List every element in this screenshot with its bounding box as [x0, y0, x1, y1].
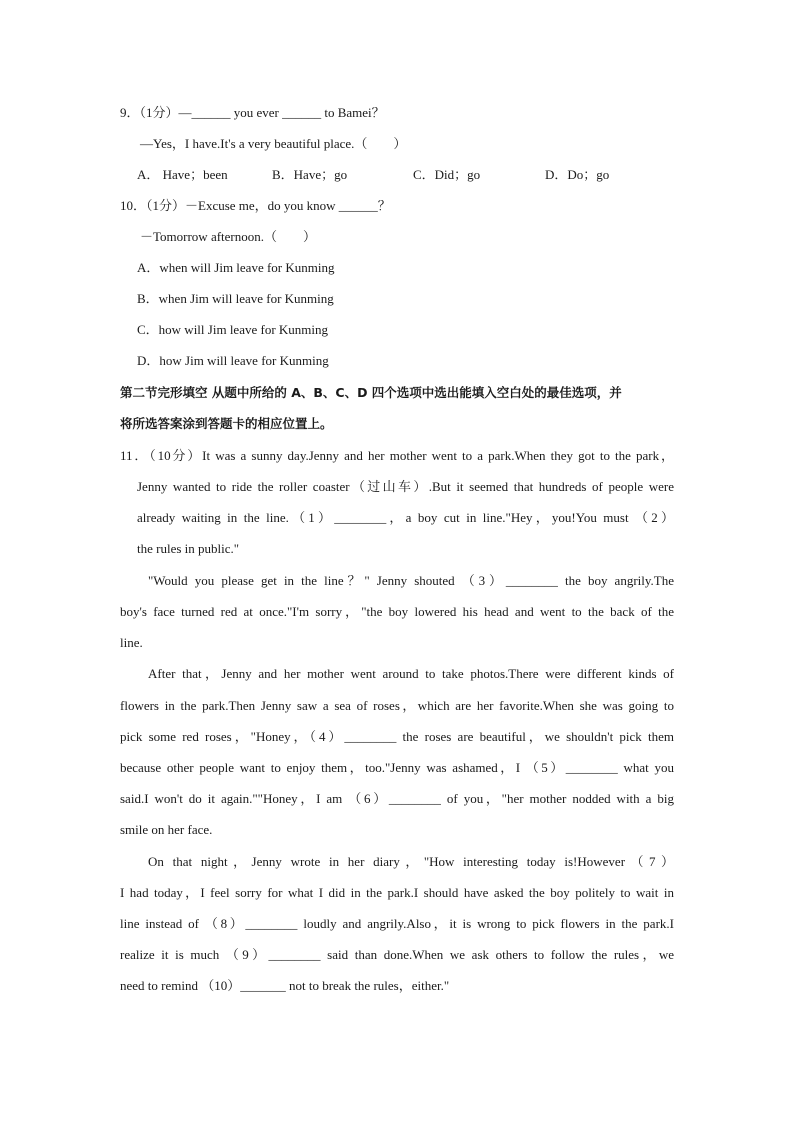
question-11-line-1: 11．（10分）It was a sunny day.Jenny and her mother went to a park.When they got to the park， [120, 448, 674, 463]
question-9-option-c: C．Did；go [413, 167, 481, 182]
question-11-line-18: need to remind （10）_______ not to break the rules，either." [120, 978, 450, 993]
question-10-reply: －Tomorrow afternoon.（ ） [140, 229, 317, 244]
question-11-line-11: because other people want to enjoy them，too."Jenny was ashamed，I （5）________ what you [120, 760, 674, 775]
question-11-line-14: On that night，Jenny wrote in her diary，"How interesting today is!However（7） [148, 854, 674, 869]
question-11-line-17: realize it is much （9）________ said than done.When we ask others to follow the rules，we [120, 947, 674, 962]
question-10-option-a: A．when will Jim leave for Kunming [137, 260, 335, 275]
question-10-stem: 10．（1分）－Excuse me，do you know ______？ [120, 198, 391, 213]
question-11-line-4: the rules in public." [137, 541, 240, 556]
question-11-line-12: said.I won't do it again.""Honey，I am （6）________ of you，"her mother nodded with a big [120, 791, 674, 806]
question-11-line-3: already waiting in the line.（1）________，a boy cut in line."Hey，you!You must （2） [137, 510, 674, 525]
question-11-line-6: boy's face turned red at once."I'm sorry，"the boy lowered his head and went to the back of the [120, 604, 674, 619]
question-11-line-16: line instead of （8）________ loudly and angrily.Also，it is wrong to pick flowers in the park.I [120, 916, 674, 931]
question-9-option-a: A． Have；been [137, 167, 228, 182]
question-11-line-15: I had today，I feel sorry for what I did in the park.I should have asked the boy politely to wait in [120, 885, 674, 900]
question-9-stem: 9．（1分）—______ you ever ______ to Bamei？ [120, 105, 385, 120]
question-11-line-5: "Would you please get in the line？" Jenny shouted （3）________ the boy angrily.The [148, 573, 674, 588]
question-11-line-2: Jenny wanted to ride the roller coaster（过山车）.But it seemed that hundreds of people were [137, 479, 674, 494]
question-11-line-10: pick some red roses，"Honey，（4）________ the roses are beautiful，we shouldn't pick them [120, 729, 674, 744]
section-heading-line-1: 第二节完形填空 从题中所给的 A、B、C、D 四个选项中选出能填入空白处的最佳选项，并 [120, 385, 622, 400]
section-heading-line-2: 将所选答案涂到答题卡的相应位置上。 [120, 416, 333, 431]
question-10-option-c: C．how will Jim leave for Kunming [137, 322, 329, 337]
question-11-line-7: line. [120, 635, 143, 650]
question-11-line-8: After that，Jenny and her mother went around to take photos.There were different kinds of [148, 666, 674, 681]
question-9-reply: —Yes，I have.It's a very beautiful place.（ ） [140, 136, 407, 151]
question-9-option-d: D．Do；go [545, 167, 610, 182]
question-10-option-b: B．when Jim will leave for Kunming [137, 291, 334, 306]
question-11-line-13: smile on her face. [120, 822, 213, 837]
question-9-option-b: B．Have；go [272, 167, 348, 182]
question-11-line-9: flowers in the park.Then Jenny saw a sea of roses，which are her favorite.When she was going to [120, 698, 674, 713]
question-10-option-d: D．how Jim will leave for Kunming [137, 353, 329, 368]
